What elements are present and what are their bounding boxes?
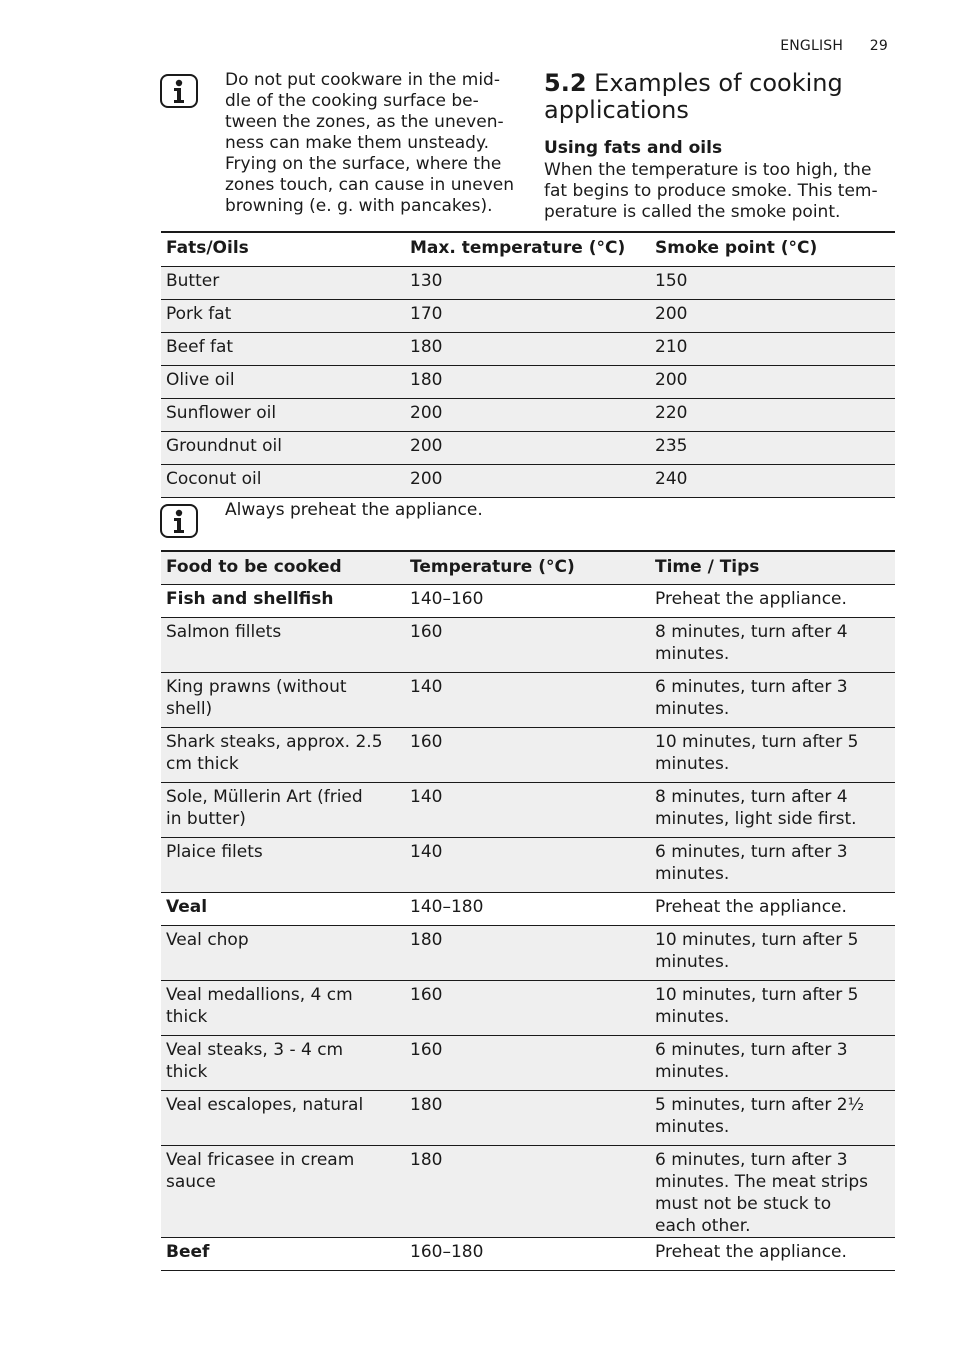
cell-line: minutes.: [655, 951, 730, 972]
cell-line: minutes.: [655, 1006, 730, 1027]
cell-line: Plaice filets: [166, 841, 263, 862]
table-cell: Olive oil: [166, 369, 235, 390]
table-row: [161, 1145, 895, 1237]
cell-line: Sole, Müllerin Art (fried: [166, 786, 363, 807]
table-group-row: [161, 892, 895, 925]
cell-line: King prawns (without: [166, 676, 347, 697]
table-header-row: [161, 232, 895, 266]
cell-line: each other.: [655, 1215, 751, 1236]
table-row: [161, 266, 895, 299]
table-cell: 180: [410, 369, 443, 390]
table-cell: Coconut oil: [166, 468, 262, 489]
cell-line: Veal medallions, 4 cm: [166, 984, 353, 1005]
table-cell: 200: [655, 303, 688, 324]
table-row: [161, 617, 895, 672]
table-row: [161, 1035, 895, 1090]
table-cell: 170: [410, 303, 443, 324]
note-line: dle of the cooking surface be-: [225, 91, 479, 111]
table-cell: [161, 1145, 405, 1237]
fats-oils-table: [161, 231, 895, 498]
cell-line: in butter): [166, 808, 246, 829]
page-header: [780, 38, 888, 54]
note-preheat: Always preheat the appliance.: [225, 500, 483, 520]
table-cell: 150: [655, 270, 688, 291]
table-cell: Beef fat: [166, 336, 234, 357]
note-line: Do not put cookware in the mid-: [225, 70, 500, 90]
cell-line: Fish and shellfish: [166, 588, 334, 609]
table-cell: [650, 1090, 895, 1145]
table-cell: 200: [410, 402, 443, 423]
table-cell: [650, 782, 895, 837]
column-header: Fats/Oils: [166, 238, 249, 258]
table-cell: 140: [410, 676, 443, 697]
table-cell: [650, 617, 895, 672]
cell-line: 6 minutes, turn after 3: [655, 1039, 848, 1060]
intro-line: When the temperature is too high, the: [544, 160, 872, 180]
table-cell: [650, 672, 895, 727]
table-cell: 140: [410, 841, 443, 862]
cell-line: Veal steaks, 3 - 4 cm: [166, 1039, 344, 1060]
table-cell: [161, 837, 405, 892]
table-cell: 235: [655, 435, 688, 456]
table-cell: [161, 1237, 405, 1270]
cell-line: minutes, light side first.: [655, 808, 857, 829]
section-title-line1: Examples of cooking: [594, 69, 843, 97]
table-cell: Butter: [166, 270, 220, 291]
table-cell: 140–180: [410, 896, 484, 917]
table-row: [161, 727, 895, 782]
food-table: [161, 550, 895, 1271]
cell-line: sauce: [166, 1171, 216, 1192]
table-cell: [161, 584, 405, 617]
table-row: [161, 672, 895, 727]
table-cell: 180: [410, 336, 443, 357]
table-cell: 200: [410, 435, 443, 456]
cell-line: 10 minutes, turn after 5: [655, 984, 859, 1005]
cell-line: thick: [166, 1061, 208, 1082]
table-row: [161, 837, 895, 892]
cell-line: Shark steaks, approx. 2.5: [166, 731, 383, 752]
header-language: ENGLISH: [780, 38, 844, 54]
page-number: 29: [869, 38, 888, 54]
table-cell: 180: [410, 1094, 443, 1115]
table-cell: [161, 782, 405, 837]
table-cell: 140: [410, 786, 443, 807]
cell-line: 10 minutes, turn after 5: [655, 731, 859, 752]
info-icon: [160, 74, 198, 108]
table-row: [161, 299, 895, 332]
table-header-row: [161, 551, 895, 584]
cell-line: Veal escalopes, natural: [166, 1094, 364, 1115]
cell-line: Preheat the appliance.: [655, 588, 847, 609]
section-title-line2: applications: [544, 96, 689, 124]
table-cell: [161, 980, 405, 1035]
cell-line: Veal chop: [166, 929, 249, 950]
cell-line: 6 minutes, turn after 3: [655, 841, 848, 862]
table-cell: 130: [410, 270, 443, 291]
cell-line: minutes.: [655, 643, 730, 664]
cell-line: must not be stuck to: [655, 1193, 832, 1214]
table-cell: [650, 584, 895, 617]
table-cell: 160: [410, 1039, 443, 1060]
intro-paragraph: [544, 160, 904, 223]
table-cell: 200: [410, 468, 443, 489]
table-cell: 220: [655, 402, 688, 423]
cell-line: minutes.: [655, 698, 730, 719]
info-icon: [160, 504, 198, 538]
column-header: Smoke point (°C): [655, 238, 818, 258]
section-number: 5.2: [544, 69, 587, 97]
table-row: [161, 925, 895, 980]
cell-line: 8 minutes, turn after 4: [655, 786, 848, 807]
column-header: Food to be cooked: [166, 557, 342, 577]
cell-line: Veal: [166, 896, 208, 917]
cell-line: minutes.: [655, 1116, 730, 1137]
note-line: ness can make them unsteady.: [225, 133, 490, 153]
table-cell: [161, 925, 405, 980]
cell-line: Preheat the appliance.: [655, 896, 847, 917]
cell-line: 8 minutes, turn after 4: [655, 621, 848, 642]
table-cell: [650, 1035, 895, 1090]
table-cell: 200: [655, 369, 688, 390]
table-cell: 180: [410, 1149, 443, 1170]
table-cell: [650, 1145, 895, 1237]
table-cell: [161, 1090, 405, 1145]
note-line: browning (e. g. with pancakes).: [225, 196, 493, 216]
table-row: [161, 980, 895, 1035]
table-cell: [161, 727, 405, 782]
cell-line: 5 minutes, turn after 2½: [655, 1094, 865, 1115]
note-line: tween the zones, as the uneven-: [225, 112, 504, 132]
intro-line: perature is called the smoke point.: [544, 202, 841, 222]
table-cell: [161, 617, 405, 672]
table-row: [161, 365, 895, 398]
note-line: Frying on the surface, where the: [225, 154, 502, 174]
cell-line: minutes.: [655, 753, 730, 774]
cell-line: Salmon fillets: [166, 621, 282, 642]
cell-line: Preheat the appliance.: [655, 1241, 847, 1262]
cell-line: shell): [166, 698, 213, 719]
table-cell: Pork fat: [166, 303, 232, 324]
table-cell: Sunflower oil: [166, 402, 277, 423]
cell-line: cm thick: [166, 753, 239, 774]
cell-line: minutes.: [655, 863, 730, 884]
table-cell: [650, 980, 895, 1035]
cell-line: thick: [166, 1006, 208, 1027]
table-cell: 160: [410, 984, 443, 1005]
cell-line: 6 minutes, turn after 3: [655, 1149, 848, 1170]
cell-line: minutes. The meat strips: [655, 1171, 869, 1192]
table-cell: [161, 672, 405, 727]
intro-line: fat begins to produce smoke. This tem-: [544, 181, 878, 201]
table-row: [161, 1090, 895, 1145]
table-row: [161, 782, 895, 837]
table-row: [161, 464, 895, 497]
table-cell: 160: [410, 731, 443, 752]
table-cell: [161, 1035, 405, 1090]
cell-line: Beef: [166, 1241, 210, 1262]
table-group-row: [161, 584, 895, 617]
table-cell: 210: [655, 336, 688, 357]
table-cell: 160: [410, 621, 443, 642]
table-cell: 180: [410, 929, 443, 950]
table-row: [161, 332, 895, 365]
subsection-title: Using fats and oils: [544, 138, 723, 158]
table-cell: [650, 892, 895, 925]
table-cell: 140–160: [410, 588, 484, 609]
table-cell: Groundnut oil: [166, 435, 282, 456]
table-cell: [650, 727, 895, 782]
cell-line: Veal fricasee in cream: [166, 1149, 355, 1170]
cell-line: minutes.: [655, 1061, 730, 1082]
table-cell: 240: [655, 468, 688, 489]
table-cell: 160–180: [410, 1241, 484, 1262]
table-cell: [650, 837, 895, 892]
column-header: Time / Tips: [655, 557, 760, 577]
column-header: Temperature (°C): [410, 557, 575, 577]
note-cookware: [225, 70, 521, 217]
table-cell: [650, 925, 895, 980]
cell-line: 6 minutes, turn after 3: [655, 676, 848, 697]
table-cell: [161, 892, 405, 925]
table-cell: [650, 1237, 895, 1270]
table-group-row: [161, 1237, 895, 1270]
note-line: zones touch, can cause in uneven: [225, 175, 514, 195]
table-row: [161, 431, 895, 464]
section-title: [544, 70, 904, 124]
column-header: Max. temperature (°C): [410, 238, 626, 258]
cell-line: 10 minutes, turn after 5: [655, 929, 859, 950]
table-row: [161, 398, 895, 431]
